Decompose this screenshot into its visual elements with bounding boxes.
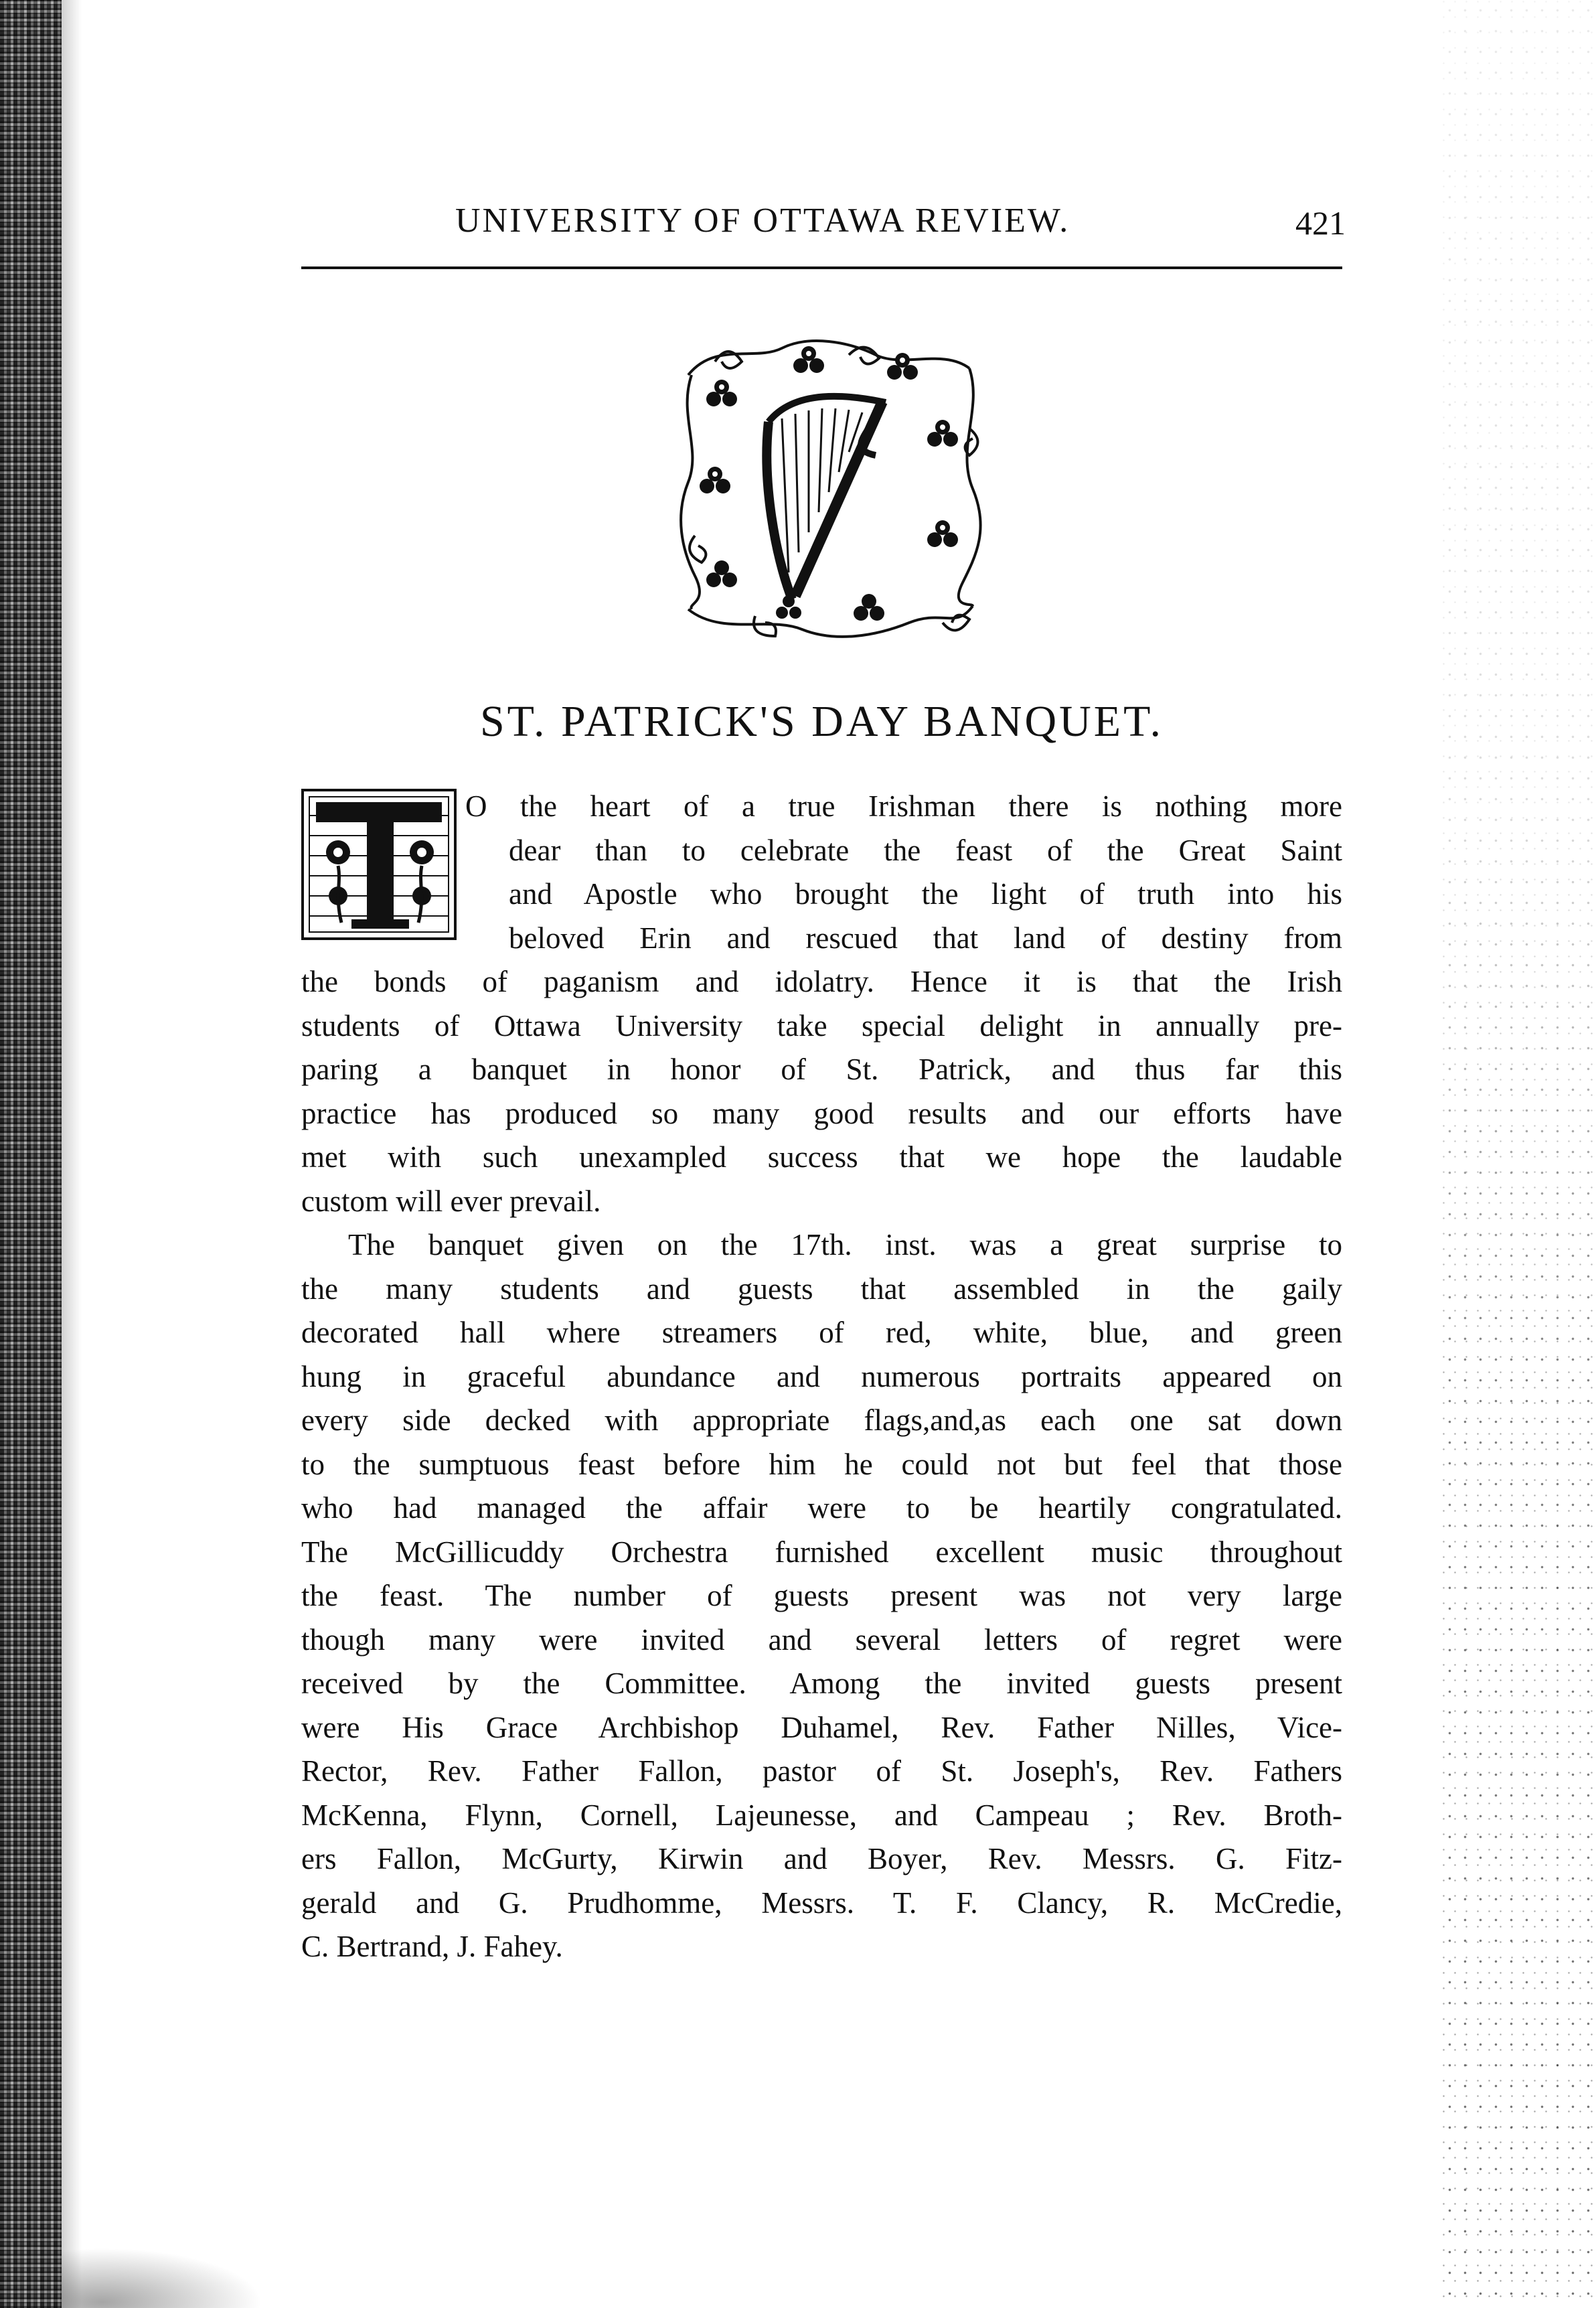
harp-shamrock-ornament-icon (675, 335, 983, 643)
body-line: beloved Erin and rescued that land of destiny from (509, 921, 1342, 955)
body-line: McKenna, Flynn, Cornell, Lajeunesse, and Campeau ; Rev. Broth- (301, 1798, 1342, 1832)
running-head (295, 201, 1346, 254)
body-line: every side decked with appropriate flags,and,as each one sat down (301, 1403, 1342, 1437)
body-line: decorated hall where streamers of red, white, blue, and green (301, 1316, 1342, 1349)
body-line: met with such unexampled success that we hope the laudable (301, 1140, 1342, 1174)
article-body (301, 785, 1342, 1969)
body-line: to the sumptuous feast before him he could not but feel that those (301, 1447, 1342, 1481)
page-edge-speckle (1442, 0, 1596, 2308)
body-line: and Apostle who brought the light of truth into his (509, 877, 1342, 911)
scan-smudge (62, 2248, 262, 2308)
header-rule (301, 266, 1342, 269)
body-line: who had managed the affair were to be heartily congratulated. (301, 1491, 1342, 1525)
body-line: custom will ever prevail. (301, 1184, 601, 1218)
body-line: students of Ottawa University take special delight in annually pre- (301, 1008, 1342, 1043)
body-line: the feast. The number of guests present was not very large (301, 1579, 1342, 1612)
body-line: paring a banquet in honor of St. Patrick, and thus far this (301, 1053, 1342, 1086)
running-title: UNIVERSITY OF OTTAWA REVIEW. (455, 202, 1070, 240)
body-line: the bonds of paganism and idolatry. Hence it is that the Irish (301, 965, 1342, 998)
book-binding-edge (0, 0, 62, 2308)
body-line: though many were invited and several letters of regret were (301, 1622, 1342, 1657)
body-line: received by the Committee. Among the invited guests present (301, 1667, 1342, 1700)
article-title: ST. PATRICK'S DAY BANQUET. (479, 697, 1164, 746)
body-line: practice has produced so many good results and our efforts have (301, 1096, 1342, 1130)
body-line: were His Grace Archbishop Duhamel, Rev. Father Nilles, Vice- (301, 1710, 1342, 1744)
body-line: The McGillicuddy Orchestra furnished excellent music throughout (301, 1535, 1342, 1569)
body-line: ers Fallon, McGurty, Kirwin and Boyer, Rev. Messrs. G. Fitz- (301, 1842, 1342, 1875)
page-number: 421 (1295, 204, 1346, 242)
body-line: gerald and G. Prudhomme, Messrs. T. F. Clancy, R. McCredie, (301, 1886, 1342, 1920)
body-line: dear than to celebrate the feast of the Great Saint (509, 833, 1342, 867)
body-line: O the heart of a true Irishman there is nothing more (465, 789, 1342, 823)
body-line: the many students and guests that assembled in the gaily (301, 1272, 1342, 1306)
body-line: Rector, Rev. Father Fallon, pastor of St. Joseph's, Rev. Fathers (301, 1754, 1342, 1788)
body-line: The banquet given on the 17th. inst. was a great surprise to (348, 1228, 1342, 1261)
body-line: C. Bertrand, J. Fahey. (301, 1930, 563, 1963)
body-line: hung in graceful abundance and numerous portraits appeared on (301, 1359, 1342, 1393)
